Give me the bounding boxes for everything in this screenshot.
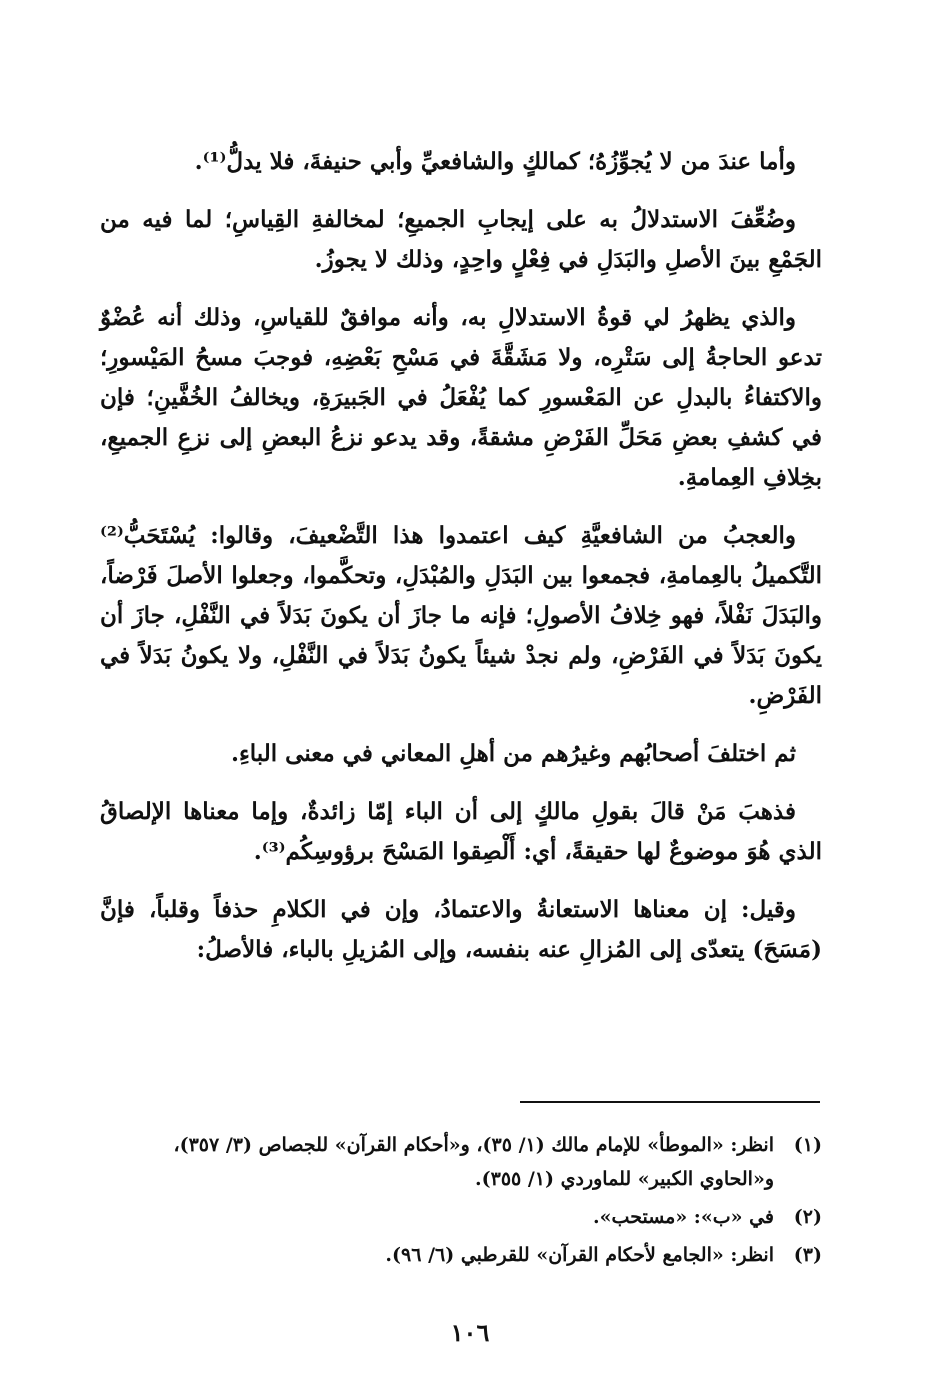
- footnotes: [100, 1128, 822, 1276]
- page-number: ١٠٦: [450, 1318, 490, 1347]
- main-text: [100, 142, 822, 988]
- footnote-1: [100, 1128, 822, 1196]
- paragraph-6: فذهبَ مَنْ قالَ بقولِ مالكٍ إلى أن الباء إمّا زائدةٌ، وإما معناها الإلصاقُ الذي هُوَ موضوعٌ لها حقيقةً، أي: أَلْصِقوا المَسْحَ برؤوسِكُم⁽³⁾.: [100, 798, 822, 865]
- footnote-number: (٣): [793, 1244, 822, 1266]
- footnote-2: [100, 1200, 822, 1234]
- paragraph-4: والعجبُ من الشافعيَّةِ كيف اعتمدوا هذا التَّضْعيفَ، وقالوا: يُسْتَحَبُّ⁽²⁾ التَّكميلُ بالعِمامةِ، فجمعوا بين البَدَلِ والمُبْدَلِ، وتحكَّموا، وجعلوا الأصلَ فَرْضاً، والبَدَلَ نَفْلاً، فهو خِلافُ الأصولِ؛ فإنه ما جازَ أن يكونَ بَدَلاً في النَّفْلِ، جازَ أن يكونَ بَدَلاً في الفَرْضِ، ولم نجدْ شيئاً يكونُ بَدَلاً في النَّفْلِ، ولا يكونُ بَدَلاً في الفَرْضِ.: [100, 522, 822, 709]
- paragraph-3: والذي يظهرُ لي قوةُ الاستدلالِ به، وأنه موافقٌ للقياسِ، وذلك أنه عُضْوٌ تدعو الحاجةُ إلى سَتْرِه، ولا مَشَقَّةَ في مَسْحِ بَعْضِهِ، فوجبَ مسحُ المَيْسورِ؛ والاكتفاءُ بالبدلِ عن المَعْسورِ كما يُفْعَلُ في الجَبيرَةِ، ويخالفُ الخُفَّينِ؛ فإن في كشفِ بعضِ مَحَلِّ الفَرْضِ مشقةً، وقد يدعو نزعُ البعضِ إلى نزعِ الجميعِ، بخِلافِ العِمامةِ.: [100, 304, 822, 491]
- paragraph-2: وضُعِّفَ الاستدلالُ به على إيجابِ الجميعِ؛ لمخالفةِ القِياسِ؛ لما فيه من الجَمْعِ بينَ الأصلِ والبَدَلِ في فِعْلٍ واحِدٍ، وذلك لا يجوزُ.: [100, 206, 822, 273]
- footnote-text: انظر: «الجامع لأحكام القرآن» للقرطبي (٦/ ٩٦).: [385, 1244, 774, 1266]
- footnote-number: (٢): [793, 1206, 822, 1228]
- footnote-text: في «ب»: «مستحب».: [593, 1206, 774, 1228]
- footnote-3: [100, 1238, 822, 1272]
- footnote-separator: [520, 1101, 820, 1103]
- paragraph-1: وأما عندَ من لا يُجوِّزُهُ؛ كمالكٍ والشافعيِّ وأبي حنيفةَ، فلا يدلُّ⁽¹⁾.: [194, 148, 796, 175]
- paragraph-7: وقيل: إن معناها الاستعانةُ والاعتمادُ، وإن في الكلامِ حذفاً وقلباً، فإنَّ (مَسَحَ) يتعدّى إلى المُزالِ عنه بنفسه، وإلى المُزيلِ بالباء، فالأصلُ:: [100, 896, 822, 963]
- footnote-text: انظر: «الموطأ» للإمام مالك (١/ ٣٥)، و«أحكام القرآن» للجصاص (٣/ ٣٥٧)، و«الحاوي الكبير» للماوردي (١/ ٣٥٥).: [173, 1134, 774, 1190]
- footnote-number: (١): [793, 1134, 822, 1156]
- paragraph-5: ثم اختلفَ أصحابُهم وغيرُهم من أهلِ المعاني في معنى الباءِ.: [230, 740, 796, 767]
